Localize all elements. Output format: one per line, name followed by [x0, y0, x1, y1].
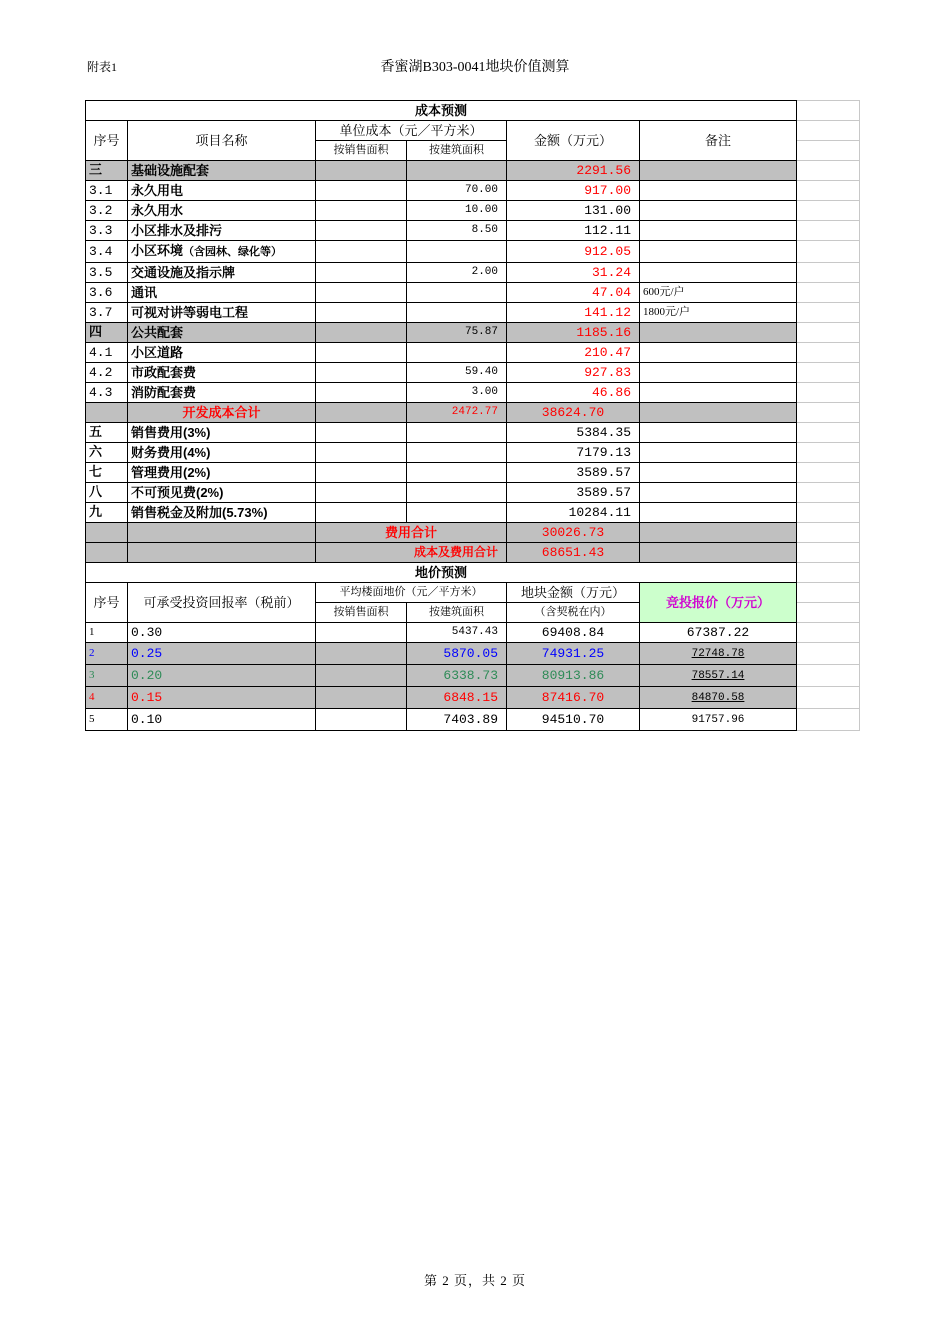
land-section-title: 地价预测	[86, 563, 797, 583]
cost-row-unit-build: 75.87	[407, 323, 507, 343]
cost-row-no: 五	[86, 423, 128, 443]
land-row-rate: 0.30	[128, 623, 316, 643]
cost-row-unit-sale	[316, 263, 407, 283]
cost-row-amount: 210.47	[507, 343, 640, 363]
cost-row-name: 可视对讲等弱电工程	[128, 303, 316, 323]
land-col-bid-header: 竞投报价（万元）	[640, 583, 797, 623]
cost-row-note	[640, 323, 797, 343]
cost-row-unit-build	[407, 483, 507, 503]
cost-row-unit-build: 70.00	[407, 181, 507, 201]
cost-row-no: 3.1	[86, 181, 128, 201]
cost-row-unit-sale	[316, 323, 407, 343]
cost-row-name: 交通设施及指示牌	[128, 263, 316, 283]
fee-total-value: 30026.73	[507, 523, 640, 543]
land-row-bid	[640, 665, 797, 687]
col-no-header: 序号	[86, 121, 128, 161]
land-row-sale	[316, 665, 407, 687]
cost-row-note	[640, 181, 797, 201]
cost-row-unit-build	[407, 303, 507, 323]
cost-row-note	[640, 343, 797, 363]
cost-row	[86, 503, 860, 523]
land-row-sale	[316, 643, 407, 665]
cost-row	[86, 423, 860, 443]
page-title: 香蜜湖B303-0041地块价值测算	[380, 60, 570, 75]
cost-row-no: 3.2	[86, 201, 128, 221]
land-section-title-row	[86, 563, 860, 583]
cost-row	[86, 303, 860, 323]
land-row-bid-value: 72748.78	[691, 648, 745, 660]
cost-fee-total-value: 68651.43	[507, 543, 640, 563]
cost-row-unit-build	[407, 443, 507, 463]
cost-row-amount: 10284.11	[507, 503, 640, 523]
cost-row-amount: 47.04	[507, 283, 640, 303]
cost-row-note	[640, 483, 797, 503]
land-row-bid-value: 84870.58	[691, 692, 745, 704]
cost-row-note	[640, 263, 797, 283]
cost-row	[86, 403, 860, 423]
cost-row-note	[640, 503, 797, 523]
cost-row-name-main: 小区环境	[131, 243, 184, 258]
cost-row-note	[640, 403, 797, 423]
cost-row-note	[640, 221, 797, 241]
cost-row-unit-build	[407, 503, 507, 523]
cost-row-name-note: （含园林、绿化等）	[183, 246, 283, 258]
land-row-no: 4	[86, 687, 128, 709]
cost-row-unit-build	[407, 423, 507, 443]
cost-row-no: 4.3	[86, 383, 128, 403]
land-row-build: 5870.05	[407, 643, 507, 665]
cost-row-amount: 3589.57	[507, 463, 640, 483]
cost-row-name: 永久用水	[128, 201, 316, 221]
land-col-no-header: 序号	[86, 583, 128, 623]
col-note-header: 备注	[640, 121, 797, 161]
land-row	[86, 687, 860, 709]
cost-row-no: 七	[86, 463, 128, 483]
cost-row-amount: 7179.13	[507, 443, 640, 463]
cost-row-note: 1800元/户	[640, 303, 797, 323]
cost-row-no: 3.5	[86, 263, 128, 283]
cost-row-unit-sale	[316, 363, 407, 383]
cost-row-no: 九	[86, 503, 128, 523]
cost-row-unit-build: 2.00	[407, 263, 507, 283]
cost-row-unit-build: 10.00	[407, 201, 507, 221]
cost-row-unit-sale	[316, 403, 407, 423]
cost-row-name: 永久用电	[128, 181, 316, 201]
cost-row-amount: 912.05	[507, 241, 640, 263]
cost-row-amount: 3589.57	[507, 483, 640, 503]
valuation-table	[85, 100, 860, 731]
cost-row	[86, 463, 860, 483]
cost-row	[86, 363, 860, 383]
cost-row-unit-build	[407, 283, 507, 303]
land-col-amount-sub-header: （含契税在内）	[507, 603, 640, 623]
land-row-bid-value: 91757.96	[691, 714, 745, 726]
land-col-amount-header: 地块金额（万元）	[507, 583, 640, 603]
land-row-rate: 0.15	[128, 687, 316, 709]
cost-row	[86, 241, 860, 263]
cost-row-no	[86, 403, 128, 423]
cost-row-name	[128, 241, 316, 263]
cost-row-name: 消防配套费	[128, 383, 316, 403]
cost-row-amount: 112.11	[507, 221, 640, 241]
land-row-bid	[640, 687, 797, 709]
land-row-amount: 69408.84	[507, 623, 640, 643]
cost-row-no: 3.7	[86, 303, 128, 323]
cost-section-title-row	[86, 101, 860, 121]
cost-row-amount: 927.83	[507, 363, 640, 383]
land-col-rate-header: 可承受投资回报率（税前）	[128, 583, 316, 623]
cost-row	[86, 443, 860, 463]
cost-row-no: 3.3	[86, 221, 128, 241]
cost-row	[86, 161, 860, 181]
cost-row	[86, 483, 860, 503]
cost-row-unit-sale	[316, 503, 407, 523]
land-row-no: 5	[86, 709, 128, 731]
cost-row-name: 公共配套	[128, 323, 316, 343]
fee-total-label: 费用合计	[316, 523, 507, 543]
col-unit-sale-header: 按销售面积	[316, 141, 407, 161]
land-row-bid-value: 78557.14	[691, 670, 745, 682]
land-row-rate: 0.10	[128, 709, 316, 731]
cost-row-amount: 141.12	[507, 303, 640, 323]
cost-row-amount: 38624.70	[507, 403, 640, 423]
cost-fee-total-row	[86, 543, 860, 563]
cost-row-note	[640, 161, 797, 181]
cost-row-note	[640, 463, 797, 483]
cost-row-amount: 917.00	[507, 181, 640, 201]
land-row-amount: 87416.70	[507, 687, 640, 709]
cost-row-note	[640, 383, 797, 403]
cost-row-no: 3.6	[86, 283, 128, 303]
cost-row-unit-sale	[316, 181, 407, 201]
cost-row-name: 开发成本合计	[128, 403, 316, 423]
cost-row-unit-build	[407, 343, 507, 363]
land-row-sale	[316, 623, 407, 643]
land-row-no: 2	[86, 643, 128, 665]
land-row-bid	[640, 643, 797, 665]
page-footer: 第 2 页，共 2 页	[423, 1273, 526, 1288]
cost-row	[86, 201, 860, 221]
cost-row-name: 通讯	[128, 283, 316, 303]
land-row-build: 6338.73	[407, 665, 507, 687]
cost-row	[86, 343, 860, 363]
land-row-build: 7403.89	[407, 709, 507, 731]
cost-row-unit-build	[407, 241, 507, 263]
land-row-rate: 0.25	[128, 643, 316, 665]
cost-row-unit-build: 2472.77	[407, 403, 507, 423]
land-row	[86, 623, 860, 643]
cost-row-name: 不可预见费(2%)	[128, 483, 316, 503]
cost-row-unit-sale	[316, 463, 407, 483]
cost-row-name: 管理费用(2%)	[128, 463, 316, 483]
cost-row-unit-build: 3.00	[407, 383, 507, 403]
land-col-avg-header: 平均楼面地价（元／平方米）	[316, 583, 507, 603]
cost-row	[86, 283, 860, 303]
land-row-build: 6848.15	[407, 687, 507, 709]
cost-row-no: 3.4	[86, 241, 128, 263]
cost-row-unit-sale	[316, 303, 407, 323]
appendix-label: 附表1	[87, 60, 118, 74]
cost-row-name: 市政配套费	[128, 363, 316, 383]
land-row-rate: 0.20	[128, 665, 316, 687]
land-row-bid	[640, 709, 797, 731]
cost-row-no: 4.2	[86, 363, 128, 383]
cost-row	[86, 323, 860, 343]
cost-row-unit-sale	[316, 383, 407, 403]
land-row-no: 3	[86, 665, 128, 687]
col-amount-header: 金额（万元）	[507, 121, 640, 161]
cost-section-title: 成本预测	[86, 101, 797, 121]
cost-row-unit-sale	[316, 221, 407, 241]
cost-row-no: 四	[86, 323, 128, 343]
cost-row-note	[640, 423, 797, 443]
land-row-amount: 74931.25	[507, 643, 640, 665]
cost-row-amount: 2291.56	[507, 161, 640, 181]
land-row-bid: 67387.22	[640, 623, 797, 643]
land-row-build: 5437.43	[407, 623, 507, 643]
col-name-header: 项目名称	[128, 121, 316, 161]
land-header-row-1	[86, 583, 860, 603]
land-row	[86, 665, 860, 687]
cost-row-name: 财务费用(4%)	[128, 443, 316, 463]
land-row-no: 1	[86, 623, 128, 643]
cost-row-name: 销售税金及附加(5.73%)	[128, 503, 316, 523]
col-unit-header: 单位成本（元／平方米）	[316, 121, 507, 141]
cost-row-unit-sale	[316, 241, 407, 263]
cost-header-row-1	[86, 121, 860, 141]
land-col-sale-header: 按销售面积	[316, 603, 407, 623]
cost-row-amount: 5384.35	[507, 423, 640, 443]
cost-row-unit-sale	[316, 283, 407, 303]
land-row-sale	[316, 687, 407, 709]
col-unit-build-header: 按建筑面积	[407, 141, 507, 161]
cost-row-name: 小区排水及排污	[128, 221, 316, 241]
land-row-amount: 80913.86	[507, 665, 640, 687]
cost-row	[86, 221, 860, 241]
cost-row-note	[640, 363, 797, 383]
cost-row-unit-build: 59.40	[407, 363, 507, 383]
land-row-amount: 94510.70	[507, 709, 640, 731]
cost-row-unit-build	[407, 463, 507, 483]
cost-row-unit-build: 8.50	[407, 221, 507, 241]
cost-row-note	[640, 201, 797, 221]
cost-row-no: 六	[86, 443, 128, 463]
cost-row	[86, 383, 860, 403]
cost-row-unit-sale	[316, 423, 407, 443]
cost-row-unit-sale	[316, 161, 407, 181]
cost-row-no: 三	[86, 161, 128, 181]
cost-row-unit-build	[407, 161, 507, 181]
land-col-build-header: 按建筑面积	[407, 603, 507, 623]
cost-row-unit-sale	[316, 483, 407, 503]
cost-row-no: 八	[86, 483, 128, 503]
land-row-sale	[316, 709, 407, 731]
cost-row-amount: 31.24	[507, 263, 640, 283]
land-row	[86, 709, 860, 731]
cost-row-amount: 131.00	[507, 201, 640, 221]
land-row	[86, 643, 860, 665]
cost-fee-total-label: 成本及费用合计	[316, 543, 507, 563]
cost-row-amount: 46.86	[507, 383, 640, 403]
cost-row-note: 600元/户	[640, 283, 797, 303]
cost-row-unit-sale	[316, 343, 407, 363]
cost-row-note	[640, 443, 797, 463]
cost-row-name: 基础设施配套	[128, 161, 316, 181]
fee-total-row	[86, 523, 860, 543]
cost-row-name: 小区道路	[128, 343, 316, 363]
cost-row	[86, 181, 860, 201]
cost-row-name: 销售费用(3%)	[128, 423, 316, 443]
cost-row-note	[640, 241, 797, 263]
cost-row	[86, 263, 860, 283]
cost-row-no: 4.1	[86, 343, 128, 363]
cost-row-unit-sale	[316, 443, 407, 463]
cost-row-amount: 1185.16	[507, 323, 640, 343]
cost-row-unit-sale	[316, 201, 407, 221]
